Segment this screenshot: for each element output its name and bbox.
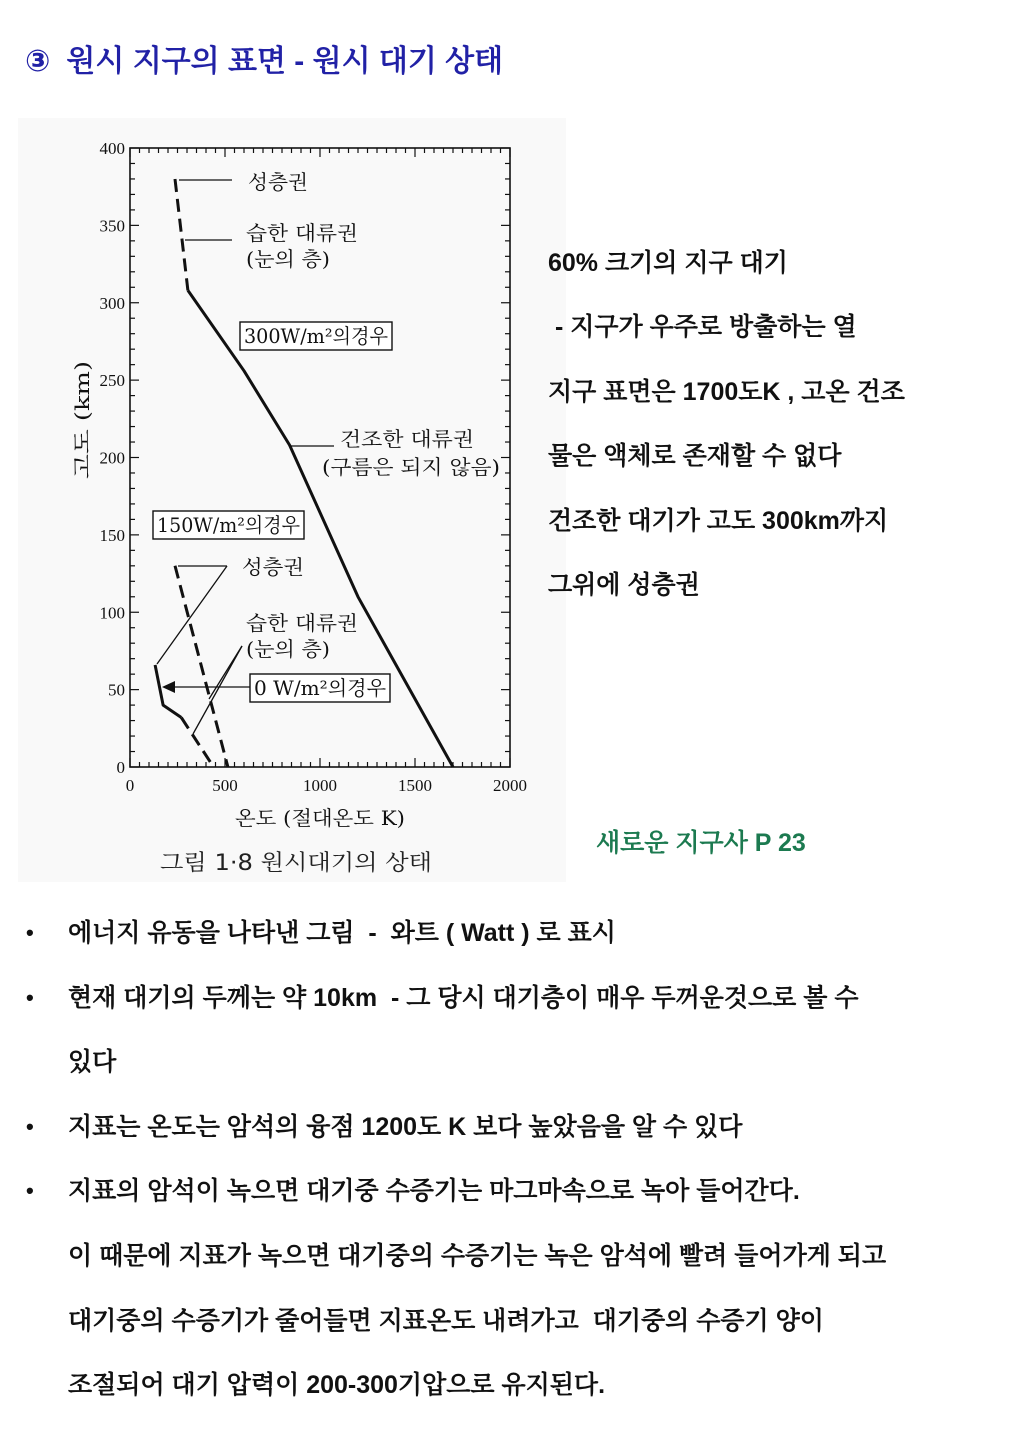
label-upper-stratosphere: 성층권: [248, 170, 308, 194]
side-notes: [548, 231, 1010, 617]
arrowhead-0w: [162, 681, 175, 693]
series-line-300w-dashed: [175, 179, 188, 290]
side-note-line: - 지구가 우주로 방출하는 열: [548, 313, 857, 342]
bullet-item: • 지표는 온도는 암석의 융점 1200도 K 보다 높았음을 알 수 있다: [0, 1095, 1006, 1160]
series-line-150w-dashed: [175, 566, 228, 767]
bullet-continuation: 이 때문에 지표가 녹으면 대기중의 수증기는 녹은 암석에 빨려 들어가게 되고: [68, 1241, 887, 1270]
source-reference: 새로운 지구사 P 23: [596, 829, 806, 857]
y-tick-label: 250: [99, 371, 125, 391]
y-axis-label: 고도 (km): [70, 387, 94, 479]
side-note-line: 건조한 대기가 고도 300km까지: [548, 506, 889, 535]
case-box-0w: [250, 674, 390, 702]
side-note-line: 60% 크기의 지구 대기: [548, 249, 788, 277]
label-lower-wet-troposphere: 습한 대류권: [246, 611, 358, 635]
y-tick-label: 200: [99, 448, 125, 468]
title-number: ③: [25, 45, 51, 78]
bullet-continuation: 있다: [68, 1048, 117, 1077]
figure-caption: 그림 1·8 원시대기의 상태: [160, 851, 432, 876]
case-box-150w: [153, 511, 304, 539]
side-note-line: 그위에 성층권: [548, 570, 700, 599]
x-tick-label: 0: [125, 776, 135, 795]
leader-lower-stratosphere-0w: [157, 566, 227, 664]
label-no-clouds: (구름은 되지 않음): [322, 455, 500, 479]
series-line-0w-solid: [155, 665, 181, 718]
title-text: 원시 지구의 표면 - 원시 대기 상태: [66, 45, 504, 78]
label-upper-snow-layer: (눈의 층): [246, 247, 330, 271]
y-tick-label: 300: [99, 293, 125, 313]
label-lower-stratosphere: 성층권: [242, 555, 304, 579]
label-upper-wet-troposphere: 습한 대류권: [246, 221, 358, 245]
case-box-150w-label: 150W/m²의경우: [157, 513, 300, 537]
annotation-labels: [242, 170, 500, 661]
label-dry-troposphere: 건조한 대류권: [340, 427, 474, 451]
case-box-300w-label: 300W/m²의경우: [244, 324, 388, 348]
leader-lower-wet-troposphere-0w: [193, 646, 242, 734]
bullet-item: • 에너지 유동을 나타낸 그림 - 와트 ( Watt ) 로 표시: [0, 901, 1006, 966]
case-box-0w-label: 0 W/m²의경우: [254, 676, 386, 700]
x-axis-label: 온도 (절대온도 K): [235, 806, 405, 830]
y-tick-label: 0: [116, 758, 125, 777]
y-tick-label: 350: [99, 216, 125, 236]
bullet-continuation: 대기중의 수증기가 줄어들면 지표온도 내려가고 대기중의 수증기 양이: [68, 1306, 824, 1335]
label-lower-snow-layer: (눈의 층): [246, 637, 330, 661]
x-tick-label: 1500: [398, 776, 432, 795]
side-note-line: 지구 표면은 1700도K , 고온 건조: [548, 377, 905, 406]
x-tick-label: 500: [212, 776, 238, 795]
bullet-item: • 지표의 암석이 녹으면 대기중 수증기는 마그마속으로 녹아 들어간다.: [0, 1159, 1006, 1224]
temperature-altitude-chart: [0, 0, 580, 900]
bullet-item: • 현재 대기의 두께는 약 10km - 그 당시 대기층이 매우 두꺼운것으로 볼 수: [0, 966, 1006, 1031]
x-tick-label: 1000: [303, 776, 337, 795]
y-tick-label: 150: [99, 525, 125, 545]
case-box-300w: [240, 322, 392, 350]
side-note-line: 물은 액체로 존재할 수 없다: [548, 442, 842, 471]
x-tick-label: 2000: [493, 776, 527, 795]
y-tick-label: 50: [108, 680, 125, 700]
y-tick-label: 100: [99, 603, 125, 623]
bullet-continuation: 조절되어 대기 압력이 200-300기압으로 유지된다.: [68, 1371, 606, 1400]
bullet-list: [0, 901, 1018, 1418]
y-tick-label: 400: [99, 139, 125, 158]
